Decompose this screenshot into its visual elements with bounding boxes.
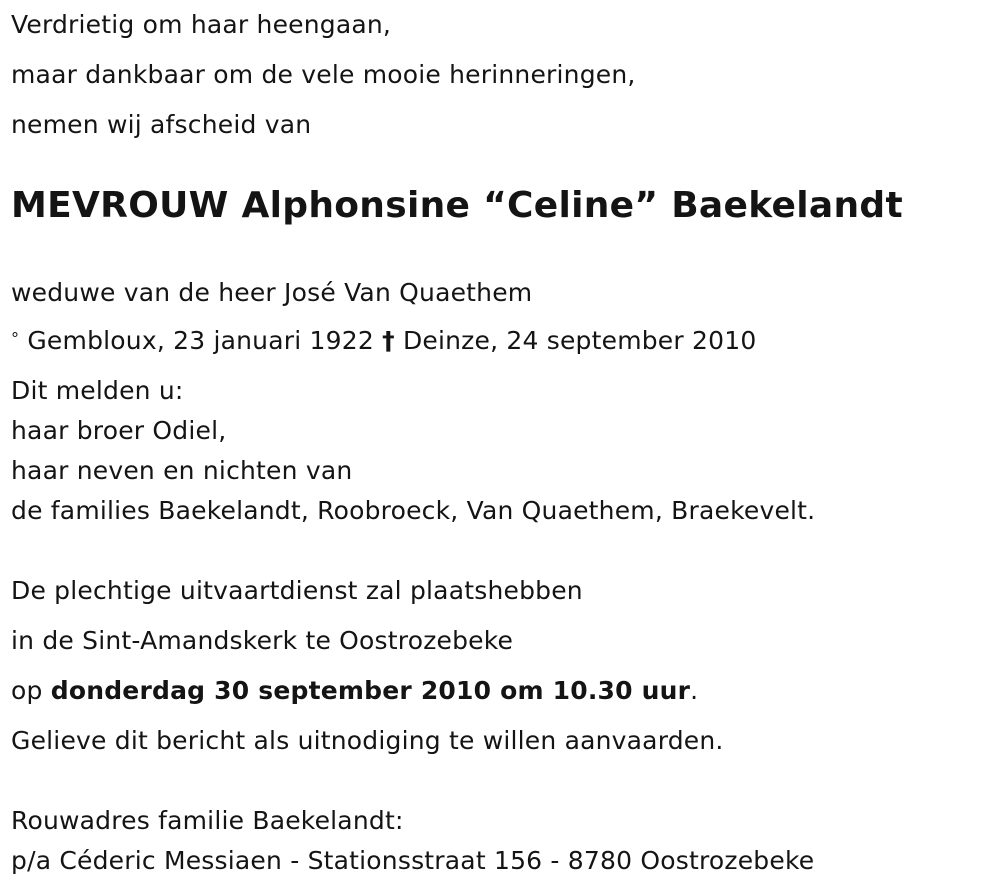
announcer-line-3: de families Baekelandt, Roobroeck, Van Quaethem, Braekevelt. bbox=[11, 496, 816, 525]
cross-icon: † bbox=[382, 326, 395, 355]
announcer-line-2: haar neven en nichten van bbox=[11, 456, 353, 485]
intro-line-3: nemen wij afscheid van bbox=[11, 110, 312, 139]
service-line-1: De plechtige uitvaartdienst zal plaatshebben bbox=[11, 576, 583, 605]
birth-symbol: ° bbox=[11, 329, 20, 348]
announcer-line-1: haar broer Odiel, bbox=[11, 416, 227, 445]
spouse-line: weduwe van de heer José Van Quaethem bbox=[11, 278, 533, 307]
deceased-name: MEVROUW Alphonsine “Celine” Baekelandt bbox=[11, 185, 903, 226]
service-line-2: in de Sint-Amandskerk te Oostrozebeke bbox=[11, 626, 514, 655]
intro-line-1: Verdrietig om haar heengaan, bbox=[11, 10, 392, 39]
address-line: p/a Céderic Messiaen - Stationsstraat 156 - 8780 Oostrozebeke bbox=[11, 846, 815, 875]
service-datetime-line bbox=[11, 676, 698, 706]
announcers-heading: Dit melden u: bbox=[11, 376, 184, 405]
address-heading: Rouwadres familie Baekelandt: bbox=[11, 806, 404, 835]
service-suffix: . bbox=[690, 676, 699, 705]
birth-death-line bbox=[11, 326, 756, 356]
birth-place-date: Gembloux, 23 januari 1922 bbox=[27, 326, 374, 355]
service-datetime: donderdag 30 september 2010 om 10.30 uur bbox=[50, 676, 691, 705]
death-place-date: Deinze, 24 september 2010 bbox=[402, 326, 757, 355]
service-prefix: op bbox=[11, 676, 43, 705]
invitation-line: Gelieve dit bericht als uitnodiging te willen aanvaarden. bbox=[11, 726, 724, 755]
intro-line-2: maar dankbaar om de vele mooie herinneringen, bbox=[11, 60, 636, 89]
